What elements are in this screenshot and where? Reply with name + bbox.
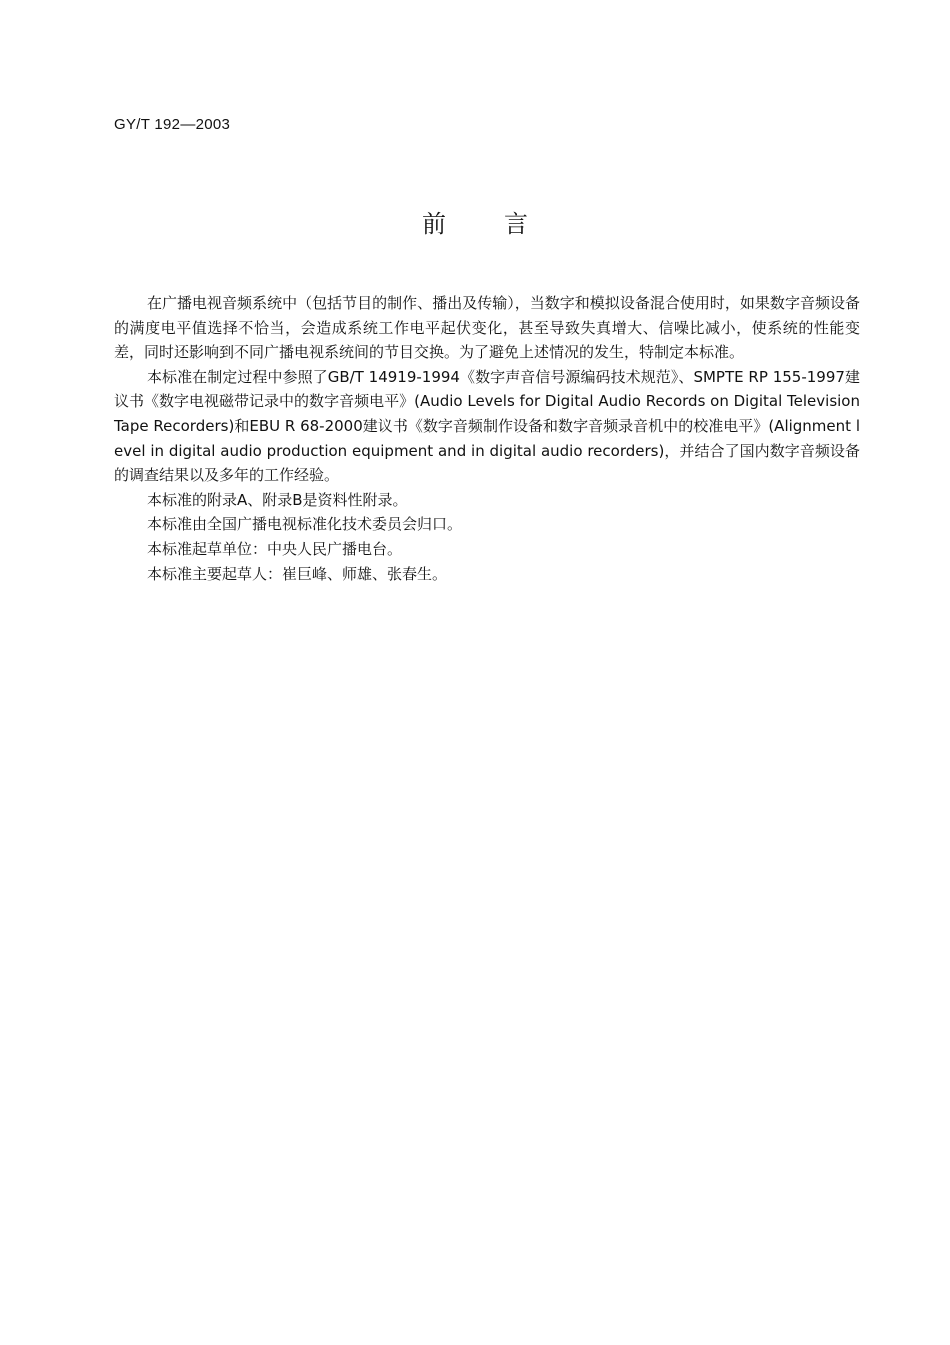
- paragraph-appendix: 本标准的附录A、附录B是资料性附录。: [147, 490, 408, 509]
- paragraph-background: 在广播电视音频系统中（包括节目的制作、播出及传输），当数字和模拟设备混合使用时，如果数字音频设备的满度电平值选择不恰当，会造成系统工作电平起伏变化，甚至导致失真增大、信噪比减小，使系统的性能变差，同时还影响到不同广播电视系统间的节目交换。为了避免上述情况的发生，特制定本标准。: [114, 294, 860, 362]
- paragraph-committee: 本标准由全国广播电视标准化技术委员会归口。: [147, 515, 463, 534]
- paragraph-drafters: 本标准主要起草人：崔巨峰、师雄、张春生。: [147, 564, 448, 583]
- page-title: 前言: [422, 210, 586, 238]
- paragraph-drafting-unit: 本标准起草单位：中央人民广播电台。: [147, 539, 403, 558]
- foreword-body: [114, 291, 860, 586]
- paragraph-references: 本标准在制定过程中参照了GB/T 14919-1994《数字声音信号源编码技术规范》、SMPTE RP 155-1997建议书《数字电视磁带记录中的数字音频电平》(Audio Levels for Digital Audio Records on Digital Television Tape Recorders)和EBU R 68-2000建议书《数字音频制作设备和数字音频录音机中的校准电平》(Alignment level in digital audio production equipment and in digital audio recorders)，并结合了国内数字音频设备的调查结果以及多年的工作经验。: [114, 367, 860, 485]
- standard-code: GY/T 192—2003: [114, 116, 231, 133]
